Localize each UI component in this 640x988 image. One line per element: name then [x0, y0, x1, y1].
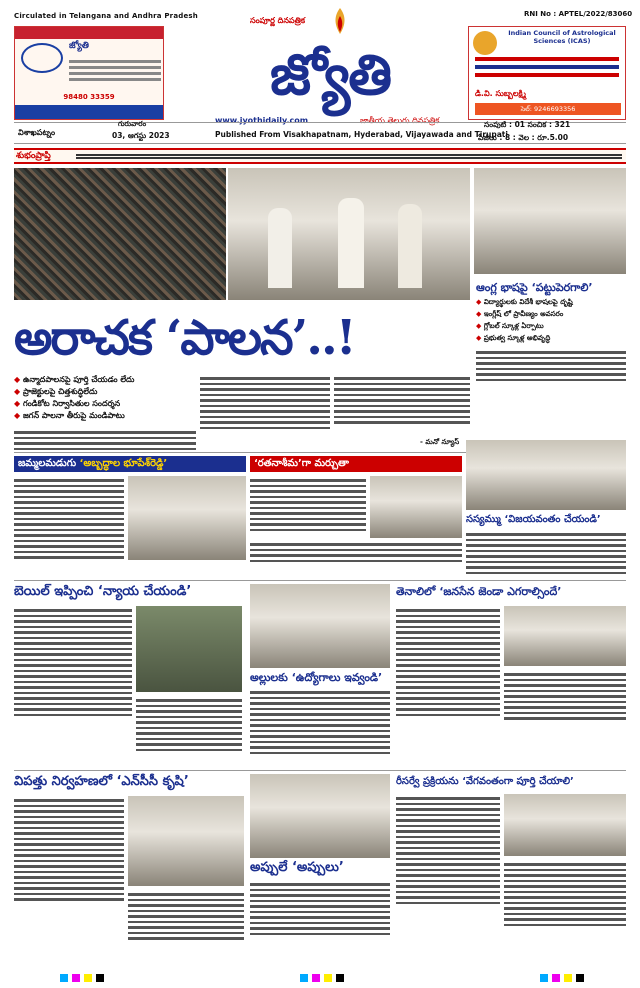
- side-story-title: ఆంగ్ల భాషపై ‘పట్టుపెరగాలి’: [476, 281, 593, 294]
- panchang-strip: [14, 148, 626, 164]
- disaster-photo[interactable]: [128, 796, 244, 886]
- tagline: సంపూర్ణ దినపత్రిక: [250, 16, 306, 25]
- newspaper-logo[interactable]: జ్యోతి: [270, 42, 390, 108]
- side-bullet: ◆ గ్లోబల్ స్కూళ్ల ఏర్పాటు: [476, 320, 626, 332]
- volume-issue: సంపుటి : 01 సంచిక : 321: [484, 120, 571, 129]
- rayalaseema-photo[interactable]: [370, 476, 462, 538]
- ad-right-person: డి.వి. సుబ్బలక్ష్మి: [475, 89, 527, 98]
- side-bullet: ◆ ప్రభుత్వ స్కూళ్ల అభివృద్ధి: [476, 332, 626, 344]
- issue-date: 03, ఆగస్టు 2023: [112, 131, 170, 140]
- ad-footer: [15, 105, 163, 119]
- resurvey-photo[interactable]: [504, 794, 626, 856]
- side-bullet: ◆ విద్యార్థులకు విదేశీ భాషలపై దృష్టి: [476, 296, 626, 308]
- lead-bullet: ◆ ప్రాజెక్టులపై చిత్తశుద్ధిలేదు: [14, 386, 196, 398]
- sasyam-title: సస్యమ్ము ‘విజయవంతం చేయండి’: [466, 514, 601, 525]
- lead-bullet: ◆ జగన్ పాలనా తీరుపై మండిపాటు: [14, 410, 196, 422]
- website-tagline: జాతీయ తెలుగు దినపత్రిక: [360, 116, 440, 125]
- left-advertisement[interactable]: [14, 26, 164, 120]
- weekday: గురువారం: [118, 120, 147, 128]
- website-url[interactable]: www.jyothidaily.com: [215, 116, 309, 125]
- ad-right-title: Indian Council of Astrological Sciences (ICAS): [469, 27, 625, 53]
- circulation-note: Circulated in Telangana and Andhra Pradesh: [14, 12, 198, 20]
- jobs-photo[interactable]: [250, 584, 390, 668]
- jammala-kicker: జమ్మలమడుగు: [18, 458, 77, 469]
- sasyam-photo[interactable]: [466, 440, 626, 510]
- tenali-photo[interactable]: [504, 606, 626, 666]
- bail-title: బెయిల్ ఇప్పించి ‘న్యాయ చేయండి’: [14, 584, 192, 599]
- edition-city: విశాఖపట్నం: [18, 128, 55, 137]
- side-photo-award[interactable]: [474, 168, 626, 274]
- ad-title: జ్యోతి: [69, 41, 89, 51]
- jobs-title: అల్లులకు ‘ఉద్యోగాలు ఇవ్వండి’: [250, 671, 383, 684]
- rni-number: RNI No : APTEL/2022/83060: [524, 10, 633, 18]
- panchang-label: శుభంప్రాప్తి: [16, 151, 51, 161]
- ad-emblem-icon: [473, 31, 497, 55]
- tenali-title: తెనాలిలో ‘జనసేన జెండా ఎగరాల్సిందే’: [396, 585, 562, 598]
- ad-phone: 98480 33359: [63, 93, 115, 101]
- debt-title: అప్పులే ‘అప్పులు’: [250, 860, 344, 875]
- right-advertisement[interactable]: [468, 26, 626, 120]
- debt-photo[interactable]: [250, 774, 390, 858]
- resurvey-title: రీసర్వే ప్రక్రియను ‘వేగవంతంగా పూర్తి చేయాలి’: [396, 776, 574, 787]
- jammala-title: ‘అబ్బద్ధాల భూపేశ్‌రెడ్డి’: [79, 458, 168, 469]
- flame-icon: [330, 6, 350, 36]
- lead-credit: - మనో న్యూస్: [420, 438, 460, 446]
- pages-price: పేజీలు : 8 : వెల : రూ.5.00: [478, 133, 569, 142]
- disaster-title: విపత్తు నిర్వహణలో ‘ఎన్‌సీసీ కృషి’: [14, 774, 189, 789]
- lead-photo-leaders[interactable]: [228, 168, 470, 300]
- lead-headline: అరాచక ‘పాలన’..!: [14, 310, 355, 366]
- jammala-photo[interactable]: [128, 476, 246, 560]
- published-from: Published From Visakhapatnam, Hyderabad, Vijayawada and Tirupati: [215, 130, 508, 139]
- bail-photo[interactable]: [136, 606, 242, 692]
- lead-bullet: ◆ గండికోట నిర్వాసితుల సందర్శన: [14, 398, 196, 410]
- ad-logo-icon: [21, 43, 63, 73]
- registration-marks: [0, 968, 640, 988]
- jammala-bar: [14, 456, 246, 472]
- lead-photo-crowd[interactable]: [14, 168, 226, 300]
- side-bullet: ◆ ఇంగ్లీష్ లో ప్రావీణ్యం అవసరం: [476, 308, 626, 320]
- ad-banner: [15, 27, 163, 39]
- ad-right-phone: సెల్: 9246693356: [475, 103, 621, 115]
- lead-bullet: ◆ ఉన్మాదపాలనపై పూర్తి చేయడం లేదు: [14, 374, 196, 386]
- rayalaseema-title: ‘రతనాశీమ’గా మర్చుతా: [250, 456, 462, 472]
